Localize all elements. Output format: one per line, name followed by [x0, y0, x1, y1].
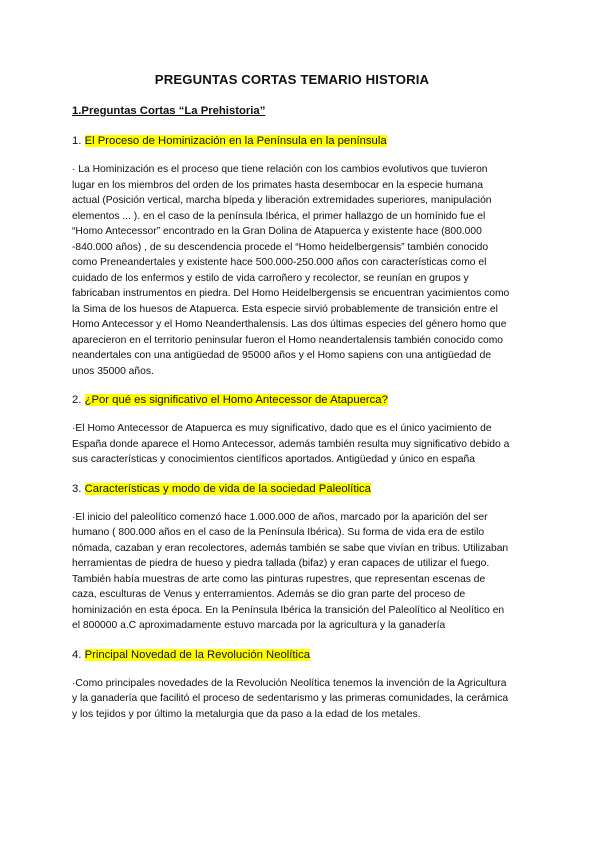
question-4	[72, 648, 512, 663]
question-text: El Proceso de Hominización en la Península en la península	[84, 135, 387, 147]
answer-3: ·El inicio del paleolítico comenzó hace 1.000.000 de años, marcado por la aparición del ser humano ( 800.000 años en el caso de la Península Ibérica). Su forma de vida era de estilo nómada, cazaban y eran recolectores, además también se sabe que vivían en tribus. Utilizaban herramientas de piedra de hueso y piedra tallada (bifaz) y eran capaces de utilizar el fuego. También había muestras de arte como las pinturas rupestres, que representan escenas de caza, esculturas de Venus y enterramientos. Además se dio gran parte del proceso de hominización en esta época. En la Península Ibérica la transición del Paleolítico al Neolítico en el 800000 a.C aproximadamente estuvo marcada por la agricultura y la ganadería	[72, 511, 509, 631]
question-3	[72, 482, 512, 497]
document-title: PREGUNTAS CORTAS TEMARIO HISTORIA	[154, 72, 430, 87]
question-1	[72, 134, 512, 149]
answer-1: · La Hominización es el proceso que tiene relación con los cambios evolutivos que tuvieron lugar en los miembros del orden de los primates hasta desembocar en la especie humana actual (Posición vertical, marcha bípeda y liberación extremidades superiores, manipulación elementos ... ). en el caso de la península Ibérica, el primer hallazgo de un homínido fue el “Homo Antecessor” encontrado en la Gran Dolina de Atapuerca y existente hace (800.000 -840.000 años) , de su descendencia procede el “Homo heidelbergensis” también conocido como Preneandertales y existente hace 500.000-250.000 años con características como el cuidado de los enfermos y estilo de vida carroñero y recolector, se reunían en grupos y fabricaban instrumentos en piedra. Del Homo Heidelbergensis se encuentran yacimientos como la Sima de los huesos de Atapuerca. Esta especie sirvió probablemente de transición entre el Homo Antecessor y el Homo Neanderthalensis. Las dos últimas especies del género homo que aparecieron en el territorio peninsular fueron el Homo neandertalensis también conocido como neandertales con una antigüedad de 95000 años y el Homo sapiens con una antigüedad de unos 35000 años.	[72, 164, 510, 377]
question-text: Principal Novedad de la Revolución Neolítica	[84, 648, 310, 661]
question-block-1	[72, 134, 512, 379]
question-block-3	[72, 482, 512, 634]
question-number: 2.	[72, 394, 85, 406]
question-block-4	[72, 648, 512, 723]
answer-4: ·Como principales novedades de la Revolución Neolítica tenemos la invención de la Agricultura y la ganadería que facilitó el proceso de sedentarismo y las primeras comunidades, la cerámica y los tejidos y por último la metalurgia que da paso a la edad de los metales.	[72, 677, 509, 720]
question-2	[72, 393, 512, 408]
question-number: 4.	[72, 648, 85, 661]
question-block-2	[72, 393, 512, 468]
question-number: 3.	[72, 482, 85, 495]
answer-2: ·El Homo Antecessor de Atapuerca es muy significativo, dado que es el único yacimiento de España donde aparece el Homo Antecessor, además también resulta muy significativo debido a sus características y conocimientos científicos aportados. Antigüedad y único en españa	[72, 423, 510, 465]
section-title: 1.Preguntas Cortas “La Prehistoria”	[72, 105, 266, 117]
question-text: Características y modo de vida de la sociedad Paleolítica	[84, 482, 371, 495]
question-number: 1.	[72, 135, 85, 147]
question-text: ¿Por qué es significativo el Homo Antecessor de Atapuerca?	[84, 394, 388, 406]
